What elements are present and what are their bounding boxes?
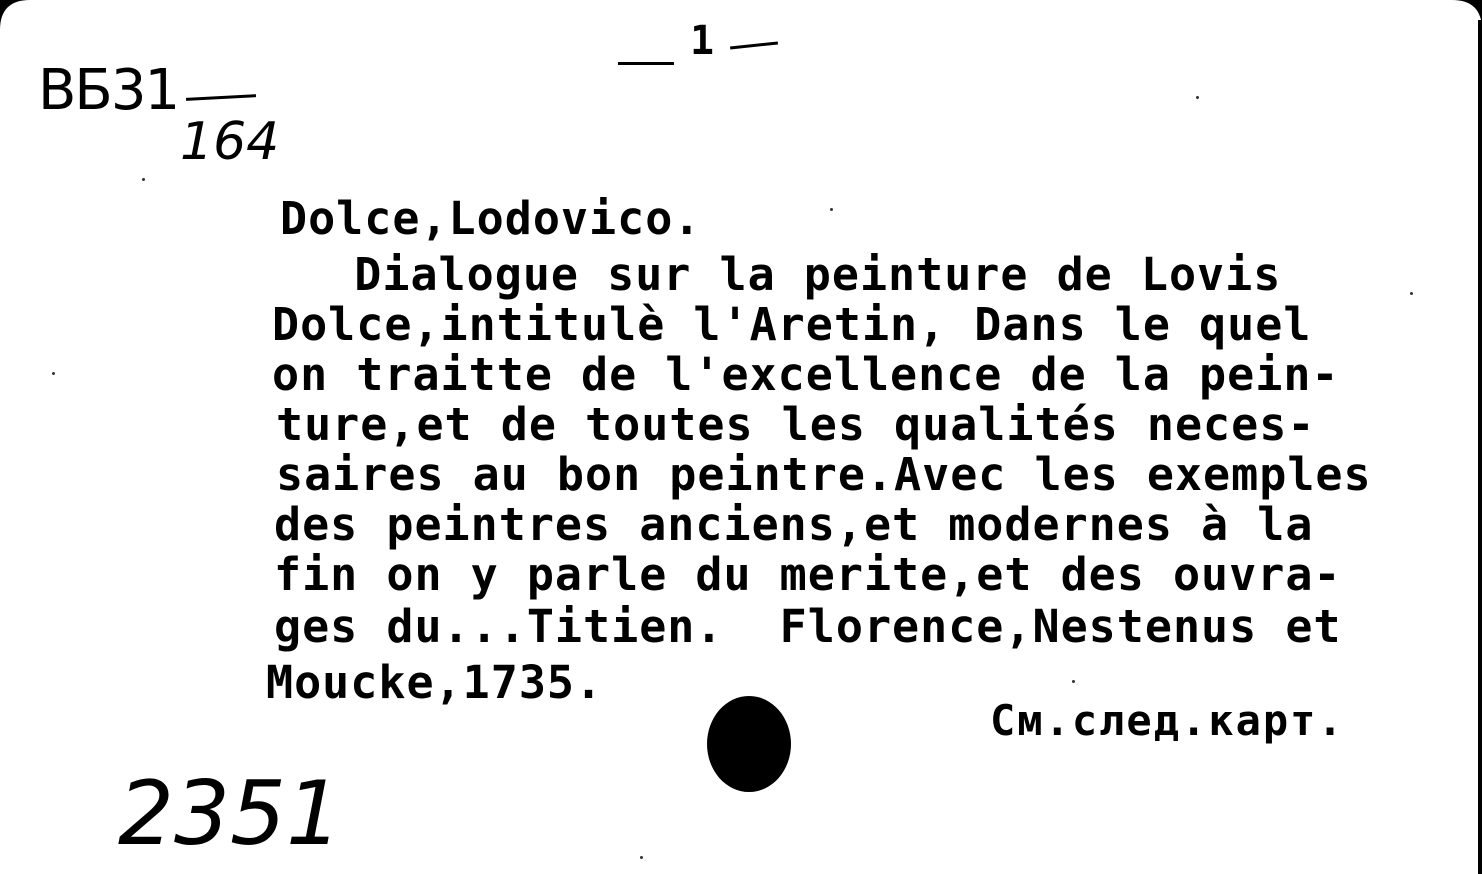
card-corner (0, 0, 30, 30)
page-number-dash (618, 62, 674, 65)
speck (52, 372, 55, 375)
speck (1072, 680, 1075, 683)
shelf-mark-top: ВБ31 (38, 58, 179, 123)
entry-line: Moucke,1735. (266, 656, 604, 709)
speck (830, 208, 833, 211)
speck (1196, 96, 1199, 99)
entry-line: ges du...Titien. Florence,Nestenus et (274, 600, 1342, 653)
entry-line: Dolce,Lodovico. (280, 192, 702, 245)
page-number: 1 (690, 18, 715, 64)
see-next-card-note: См.след.карт. (990, 696, 1345, 745)
shelf-mark-bottom: 164 (180, 112, 280, 172)
entry-line: Dialogue sur la peinture de Lovis (270, 248, 1282, 301)
entry-line: on traitte de l'excellence de la pein- (272, 348, 1340, 401)
entry-line: saires au bon peintre.Avec les exemples (276, 448, 1372, 501)
entry-line: ture,et de toutes les qualités neces- (276, 398, 1316, 451)
speck (142, 178, 145, 181)
speck (1410, 292, 1413, 295)
shelf-mark-rule (186, 94, 256, 101)
entry-line: des peintres anciens,et modernes à la (274, 498, 1314, 551)
punch-hole (707, 696, 791, 792)
speck (640, 856, 643, 859)
card-edge (1478, 20, 1482, 874)
inventory-number: 2351 (118, 762, 342, 865)
entry-line: fin on y parle du merite,et des ouvra- (274, 548, 1342, 601)
entry-line: Dolce,intitulè l'Aretin, Dans le quel (272, 298, 1312, 351)
page-number-dash (730, 41, 778, 49)
